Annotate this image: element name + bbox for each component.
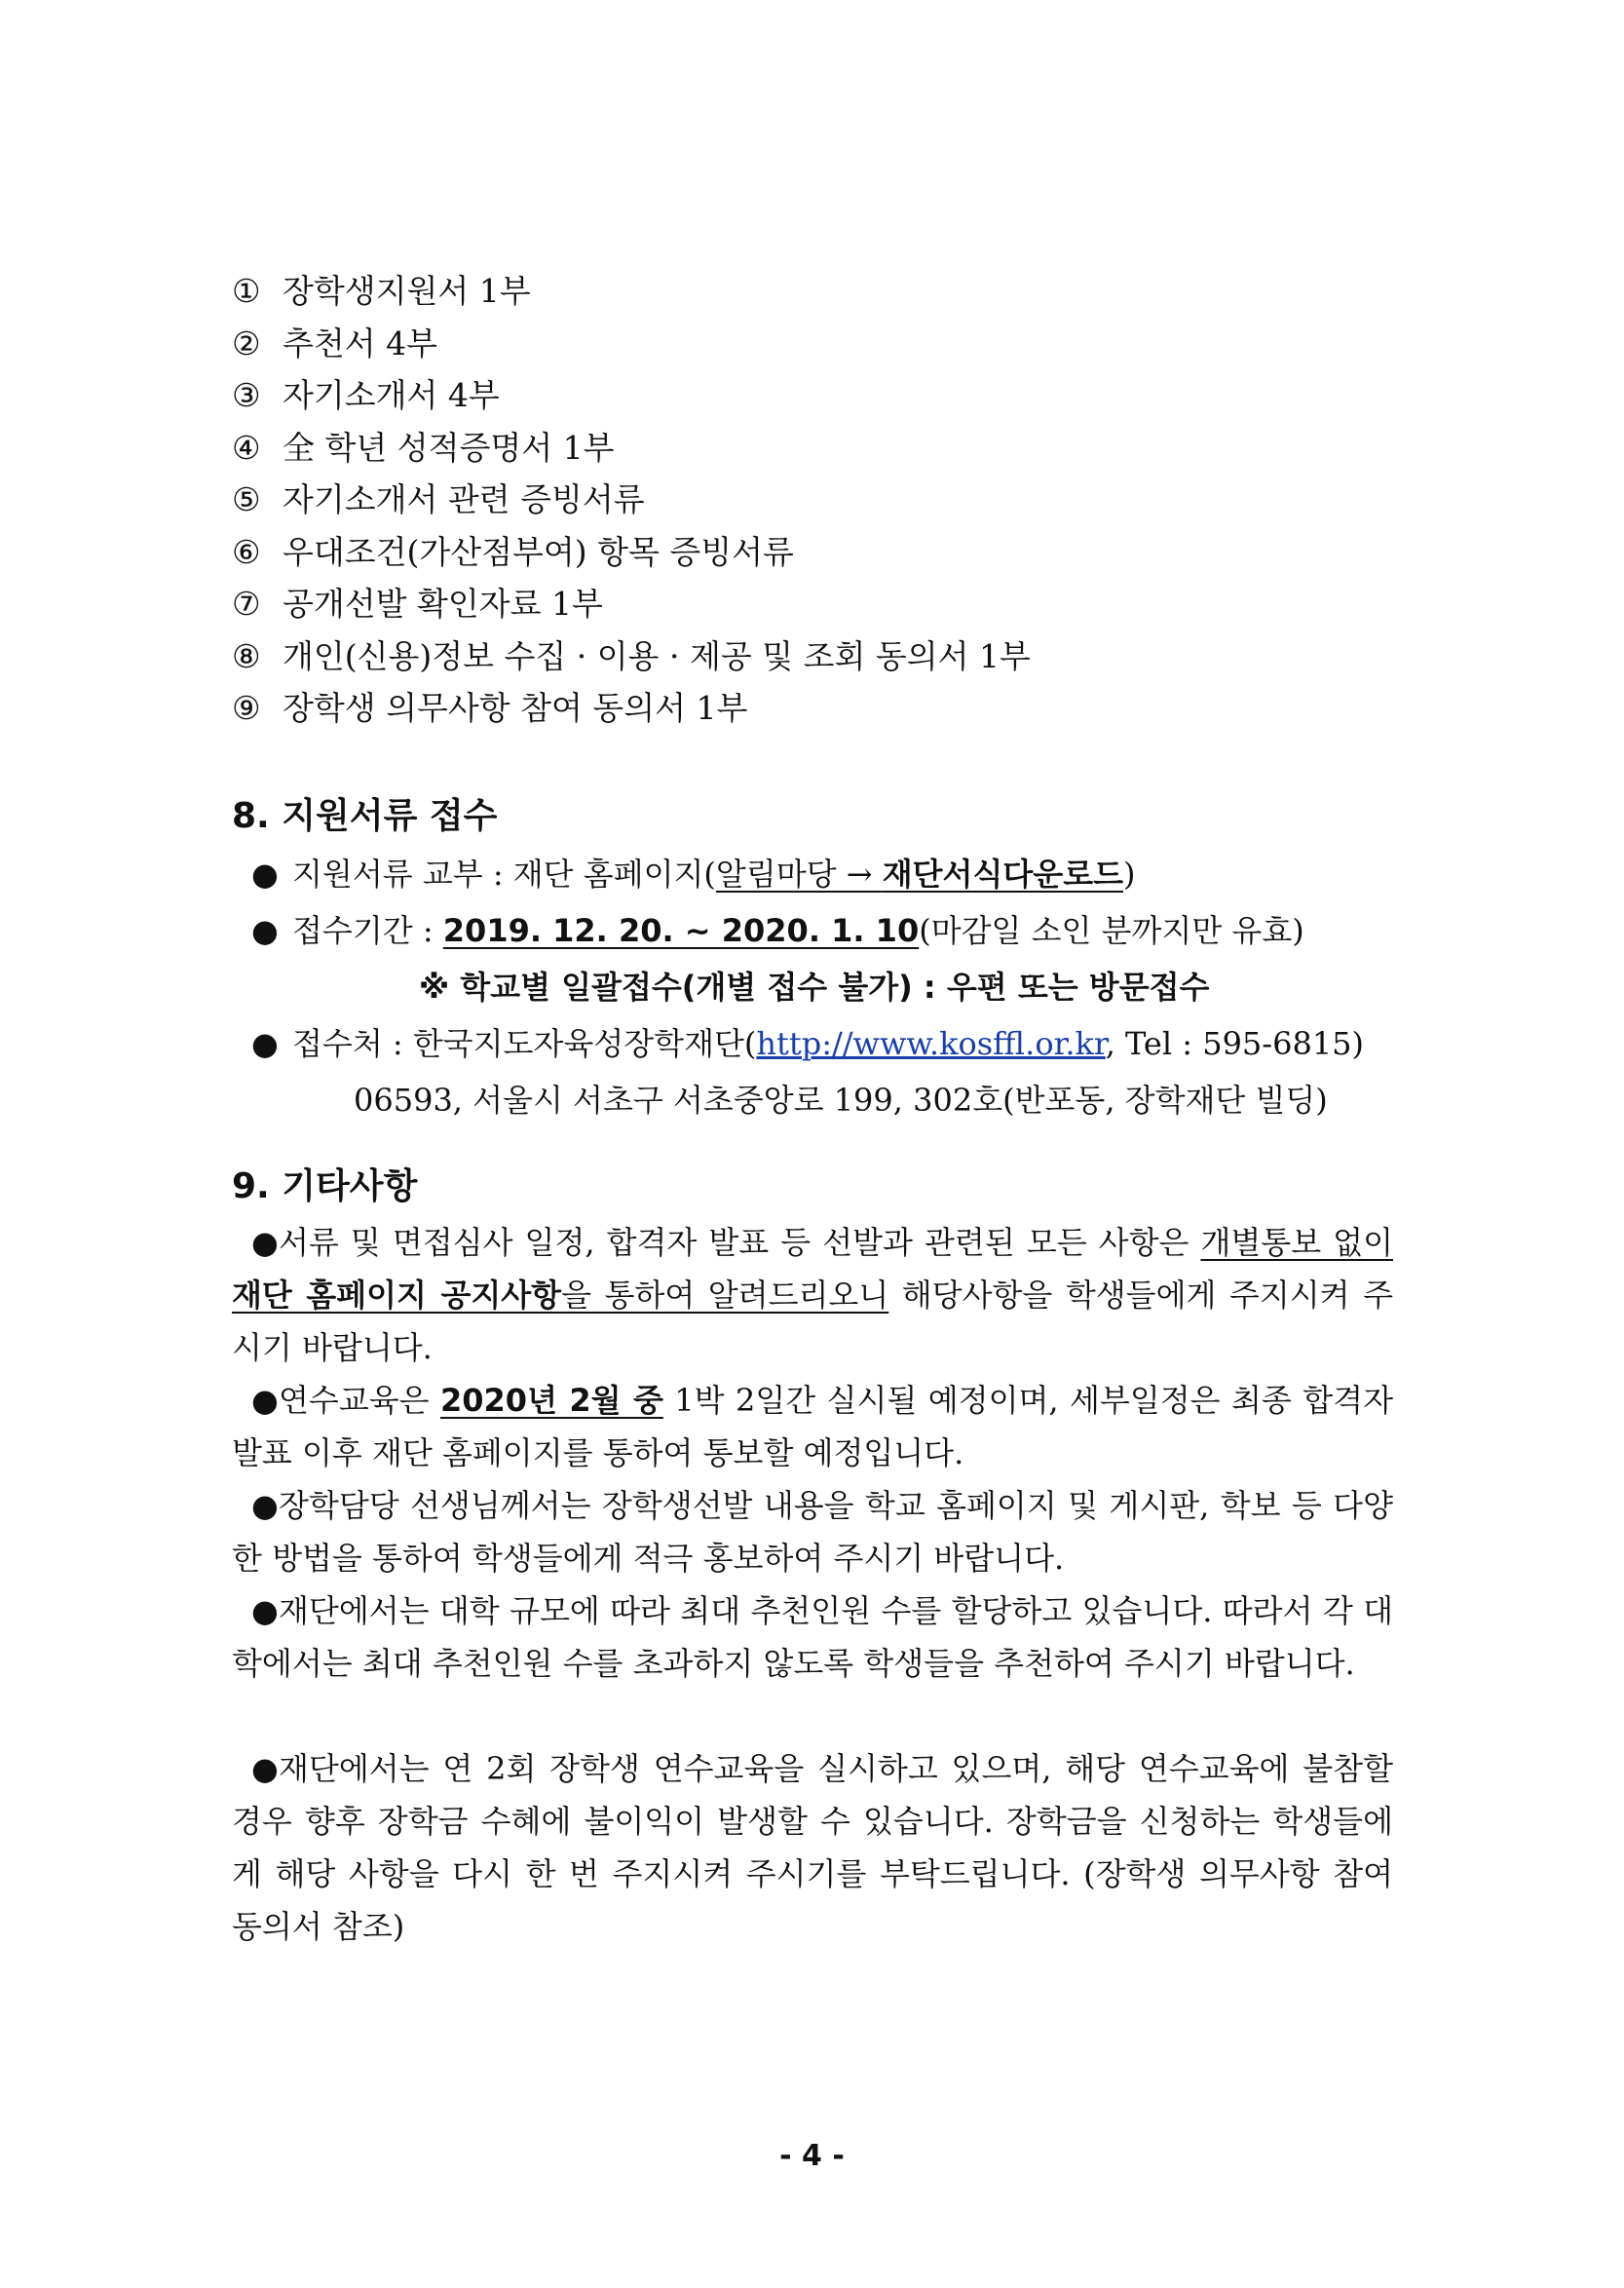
form-path: 알림마당 → 재단서식다운로드: [715, 856, 1124, 893]
item-number: ②: [232, 324, 261, 362]
item-text: 자기소개서 4부: [283, 376, 500, 414]
list-item: [232, 318, 1401, 370]
bullet-icon: ●: [251, 856, 279, 893]
homepage-link[interactable]: http://www.kosffl.or.kr: [756, 1025, 1106, 1062]
list-item: [232, 474, 1401, 526]
section-title: 8. 지원서류 접수: [232, 796, 498, 836]
item-number: ④: [232, 428, 261, 467]
item-text: 장학생 의무사항 참여 동의서 1부: [283, 689, 748, 727]
bullet-icon: ●: [251, 1592, 279, 1629]
item-text: 개인(신용)정보 수집 · 이용 · 제공 및 조회 동의서 1부: [283, 636, 1031, 675]
item-text: 추천서 4부: [283, 324, 437, 362]
bullet-icon: ●: [251, 1025, 279, 1062]
bullet-icon: ●: [251, 1224, 279, 1261]
item-number: ⑧: [232, 636, 261, 675]
item-number: ⑦: [232, 585, 261, 623]
list-item: [232, 682, 1401, 735]
list-item: [232, 526, 1401, 579]
item-number: ⑨: [232, 689, 261, 727]
list-item: [232, 369, 1401, 422]
paragraph-quota: ●재단에서는 대학 규모에 따라 최대 추천인원 수를 할당하고 있습니다. 따라서 각 대학에서는 최대 추천인원 수를 초과하지 않도록 학생들을 추천하여 주시기 바랍니다.: [232, 1584, 1393, 1690]
item-number: ①: [232, 272, 261, 310]
item-text: 장학생지원서 1부: [283, 272, 531, 310]
period-dates: 2019. 12. 20. ~ 2020. 1. 10: [442, 912, 920, 949]
item-number: ③: [232, 376, 261, 414]
notice-line: ※ 학교별 일괄접수(개별 접수 불가) : 우편 또는 방문접수: [419, 969, 1210, 1006]
list-item: [232, 265, 1401, 318]
training-date: 2020년 2월 중: [440, 1382, 663, 1419]
list-item: [232, 578, 1401, 630]
list-item: [232, 422, 1401, 475]
section-application-submission: [232, 787, 1401, 1128]
page-number: - 4 -: [779, 2139, 845, 2173]
item-text: 자기소개서 관련 증빙서류: [283, 480, 645, 518]
bullet-icon: ●: [251, 912, 279, 949]
bullet-icon: ●: [251, 1750, 279, 1787]
section-other-matters: [232, 1158, 1401, 1216]
paragraph-promotion: ●장학담당 선생님께서는 장학생선발 내용을 학교 홈페이지 및 게시판, 학보 등 다양한 방법을 통하여 학생들에게 적극 홍보하여 주시기 바랍니다.: [232, 1479, 1393, 1584]
item-number: ⑥: [232, 532, 261, 571]
paragraph-notice: ●서류 및 면접심사 일정, 합격자 발표 등 선발과 관련된 모든 사항은 개별통보 없이 재단 홈페이지 공지사항을 통하여 알려드리오니 해당사항을 학생들에게 주지시켜 주시기 바랍니다.: [232, 1216, 1393, 1374]
paragraph-training: ●연수교육은 2020년 2월 중 1박 2일간 실시될 예정이며, 세부일정은 최종 합격자 발표 이후 재단 홈페이지를 통하여 통보할 예정입니다.: [232, 1374, 1393, 1479]
item-text: 全 학년 성적증명서 1부: [283, 428, 615, 467]
period-line: ● 접수기간 : 2019. 12. 20. ~ 2020. 1. 10(마감일 소인 분까지만 유효): [232, 902, 1401, 959]
place-line: ● 접수처 : 한국지도자육성장학재단(http://www.kosffl.or.kr, Tel : 595-6815): [232, 1015, 1401, 1072]
item-number: ⑤: [232, 480, 261, 518]
item-text: 우대조건(가산점부여) 항목 증빙서류: [283, 532, 794, 571]
paragraph-attendance: ●재단에서는 연 2회 장학생 연수교육을 실시하고 있으며, 해당 연수교육에 불참할 경우 향후 장학금 수혜에 불이익이 발생할 수 있습니다. 장학금을 신청하는 학생들에게 해당 사항을 다시 한 번 주지시켜 주시기를 부탁드립니다. (장학생 의무사항 참여 동의서 참조): [232, 1742, 1393, 1953]
section-title: 9. 기타사항: [232, 1166, 418, 1206]
item-text: 공개선발 확인자료 1부: [283, 585, 603, 623]
address-line: 06593, 서울시 서초구 서초중앙로 199, 302호(반포동, 장학재단 빌딩): [354, 1082, 1328, 1119]
bullet-icon: ●: [251, 1382, 279, 1419]
form-distribution-line: ● 지원서류 교부 : 재단 홈페이지(알림마당 → 재단서식다운로드): [232, 846, 1401, 902]
bullet-icon: ●: [251, 1487, 279, 1524]
required-documents-list: [232, 265, 1401, 735]
list-item: [232, 630, 1401, 683]
